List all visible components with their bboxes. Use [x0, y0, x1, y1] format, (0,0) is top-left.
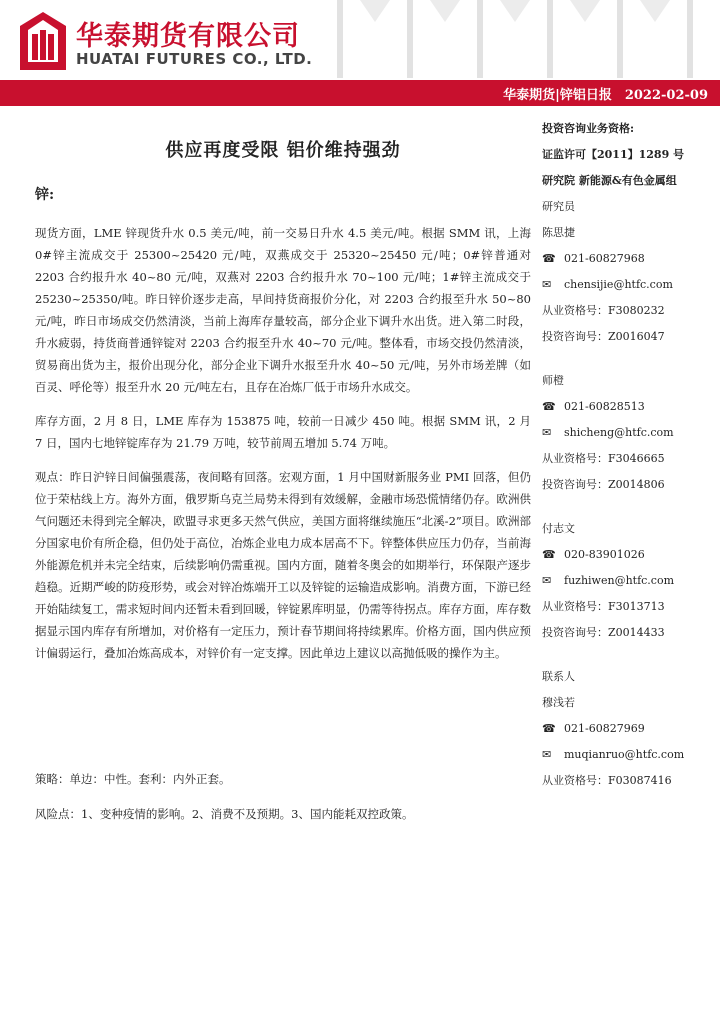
- phone-row: [542, 398, 717, 424]
- email-icon: ✉: [542, 748, 552, 761]
- person-name: 陈思捷: [542, 226, 575, 239]
- practice-qualification: 从业资格号：F3013713: [542, 600, 665, 613]
- company-name-en: HUATAI FUTURES CO., LTD.: [76, 50, 313, 68]
- phone-number: 021-60827969: [564, 722, 645, 735]
- investment-consulting-number: 投资咨询号：Z0014433: [542, 626, 665, 639]
- phone-icon: ☎: [542, 722, 556, 735]
- page-header: [0, 0, 720, 80]
- email-link[interactable]: shicheng@htfc.com: [564, 426, 674, 439]
- investment-consulting-number: 投资咨询号：Z0014806: [542, 478, 665, 491]
- email-link[interactable]: muqianruo@htfc.com: [564, 748, 685, 761]
- email-row: [542, 424, 717, 450]
- section-label-zinc: 锌:: [35, 187, 55, 203]
- phone-row: [542, 720, 717, 746]
- strategy-text: 策略：单边：中性。套利：内外正套。: [35, 772, 231, 786]
- phone-icon: ☎: [542, 252, 556, 265]
- investment-consulting-number: 投资咨询号：Z0016047: [542, 330, 665, 343]
- phone-number: 021-60827968: [564, 252, 645, 265]
- phone-icon: ☎: [542, 400, 556, 413]
- phone-row: [542, 546, 717, 572]
- header-decoration: [300, 0, 720, 78]
- paragraph-inventory: 库存方面，2 月 8 日，LME 库存为 153875 吨，较前一日减少 450 吨。根据 SMM 讯，2 月 7 日，国内七地锌锭库存为 21.79 万吨，较节前周五增加 5.74 万吨。: [35, 414, 531, 450]
- practice-qualification: 从业资格号：F03087416: [542, 774, 672, 787]
- email-link[interactable]: fuzhiwen@htfc.com: [564, 574, 675, 587]
- sidebar-contacts: [542, 120, 717, 798]
- person-name: 付志文: [542, 522, 575, 535]
- email-link[interactable]: chensijie@htfc.com: [564, 278, 673, 291]
- phone-number: 020-83901026: [564, 548, 645, 561]
- person-name: 穆浅若: [542, 696, 575, 709]
- role-contact: 联系人: [542, 670, 575, 683]
- department-name: 研究院 新能源&有色金属组: [542, 174, 677, 187]
- practice-qualification: 从业资格号：F3046665: [542, 452, 665, 465]
- company-name-cn: 华泰期货有限公司: [76, 21, 300, 52]
- practice-qualification: 从业资格号：F3080232: [542, 304, 665, 317]
- paragraph-view: 观点：昨日沪锌日间偏强震荡，夜间略有回落。宏观方面，1 月中国财新服务业 PMI 回落，但仍位于荣枯线上方。海外方面，俄罗斯乌克兰局势未得到有效缓解，金融市场恐慌情绪仍存。欧洲供气问题还未得到完全解决，欧盟寻求更多天然气供应，美国方面将继续施压“北溪-2”项目。欧洲部分国家电价有所企稳，但仍处于高位，冶炼企业电力成本居高不下。锌整体供应压力仍存，当前海外能源危机并未完全结束，后续影响仍需重视。国内方面，随着冬奥会的如期举行，环保限产逐步趋稳。近期严峻的防疫形势，或会对锌冶炼端开工以及锌锭的运输造成影响。消费方面，下游已经开始陆续复工，需求短时间内还暂未看到回暖，锌锭累库明显，仍需等待拐点。库存方面，库存数据显示国内库存有所增加，对价格有一定压力，预计春节期间将持续累库。价格方面，国内供应预计偏弱运行，叠加冶炼高成本，对锌价有一定支撑。因此单边上建议以高抛低吸的操作为主。: [35, 470, 531, 660]
- person-name: 师橙: [542, 374, 564, 387]
- article-body: [35, 120, 531, 664]
- license-number: 证监许可【2011】1289 号: [542, 148, 685, 161]
- email-row: [542, 572, 717, 598]
- email-icon: ✉: [542, 426, 552, 439]
- risk-text: 风险点：1、变种疫情的影响。2、消费不及预期。3、国内能耗双控政策。: [35, 807, 414, 821]
- qualification-title: 投资咨询业务资格:: [542, 122, 635, 135]
- phone-number: 021-60828513: [564, 400, 645, 413]
- email-row: [542, 746, 717, 772]
- paragraph-spot: 现货方面，LME 锌现货升水 0.5 美元/吨，前一交易日升水 4.5 美元/吨。根据 SMM 讯，上海 0#锌主流成交于 25300~25420 元/吨，双燕成交于 25320~25450 元/吨；0#锌普通对 2203 合约报升水 40~80 元/吨，双燕对 2203 合约报升水 70~100 元/吨；1#锌主流成交于 25230~25350/吨。昨日锌价逐步走高，早间持货商报价分化，对 2203 合约报至升水 50~80 元/吨，昨日市场成交仍然清淡，当前上海库存量较高，部分企业下调升水出货。进入第二时段，升水疲弱，持货商普通锌锭对 2203 合约报至升水 40~70 元/吨。整体看，市场交投仍然清淡，贸易商出货为主，报价出现分化，部分企业下调升水报至升水 40~50 元/吨，另外市场差牌（如百灵、呼伦等）报至升水 20 元/吨左右，且存在冶炼厂低于市场升水成交。: [35, 226, 531, 394]
- article-title: 供应再度受限 铝价维持强劲: [165, 140, 401, 161]
- phone-icon: ☎: [542, 548, 556, 561]
- report-banner: [0, 80, 720, 106]
- phone-row: [542, 250, 717, 276]
- email-row: [542, 276, 717, 302]
- email-icon: ✉: [542, 574, 552, 587]
- role-researcher: 研究员: [542, 200, 575, 213]
- huatai-logo-icon: [20, 12, 66, 70]
- email-icon: ✉: [542, 278, 552, 291]
- report-banner-text: 华泰期货|锌铝日报 2022-02-09: [503, 88, 708, 103]
